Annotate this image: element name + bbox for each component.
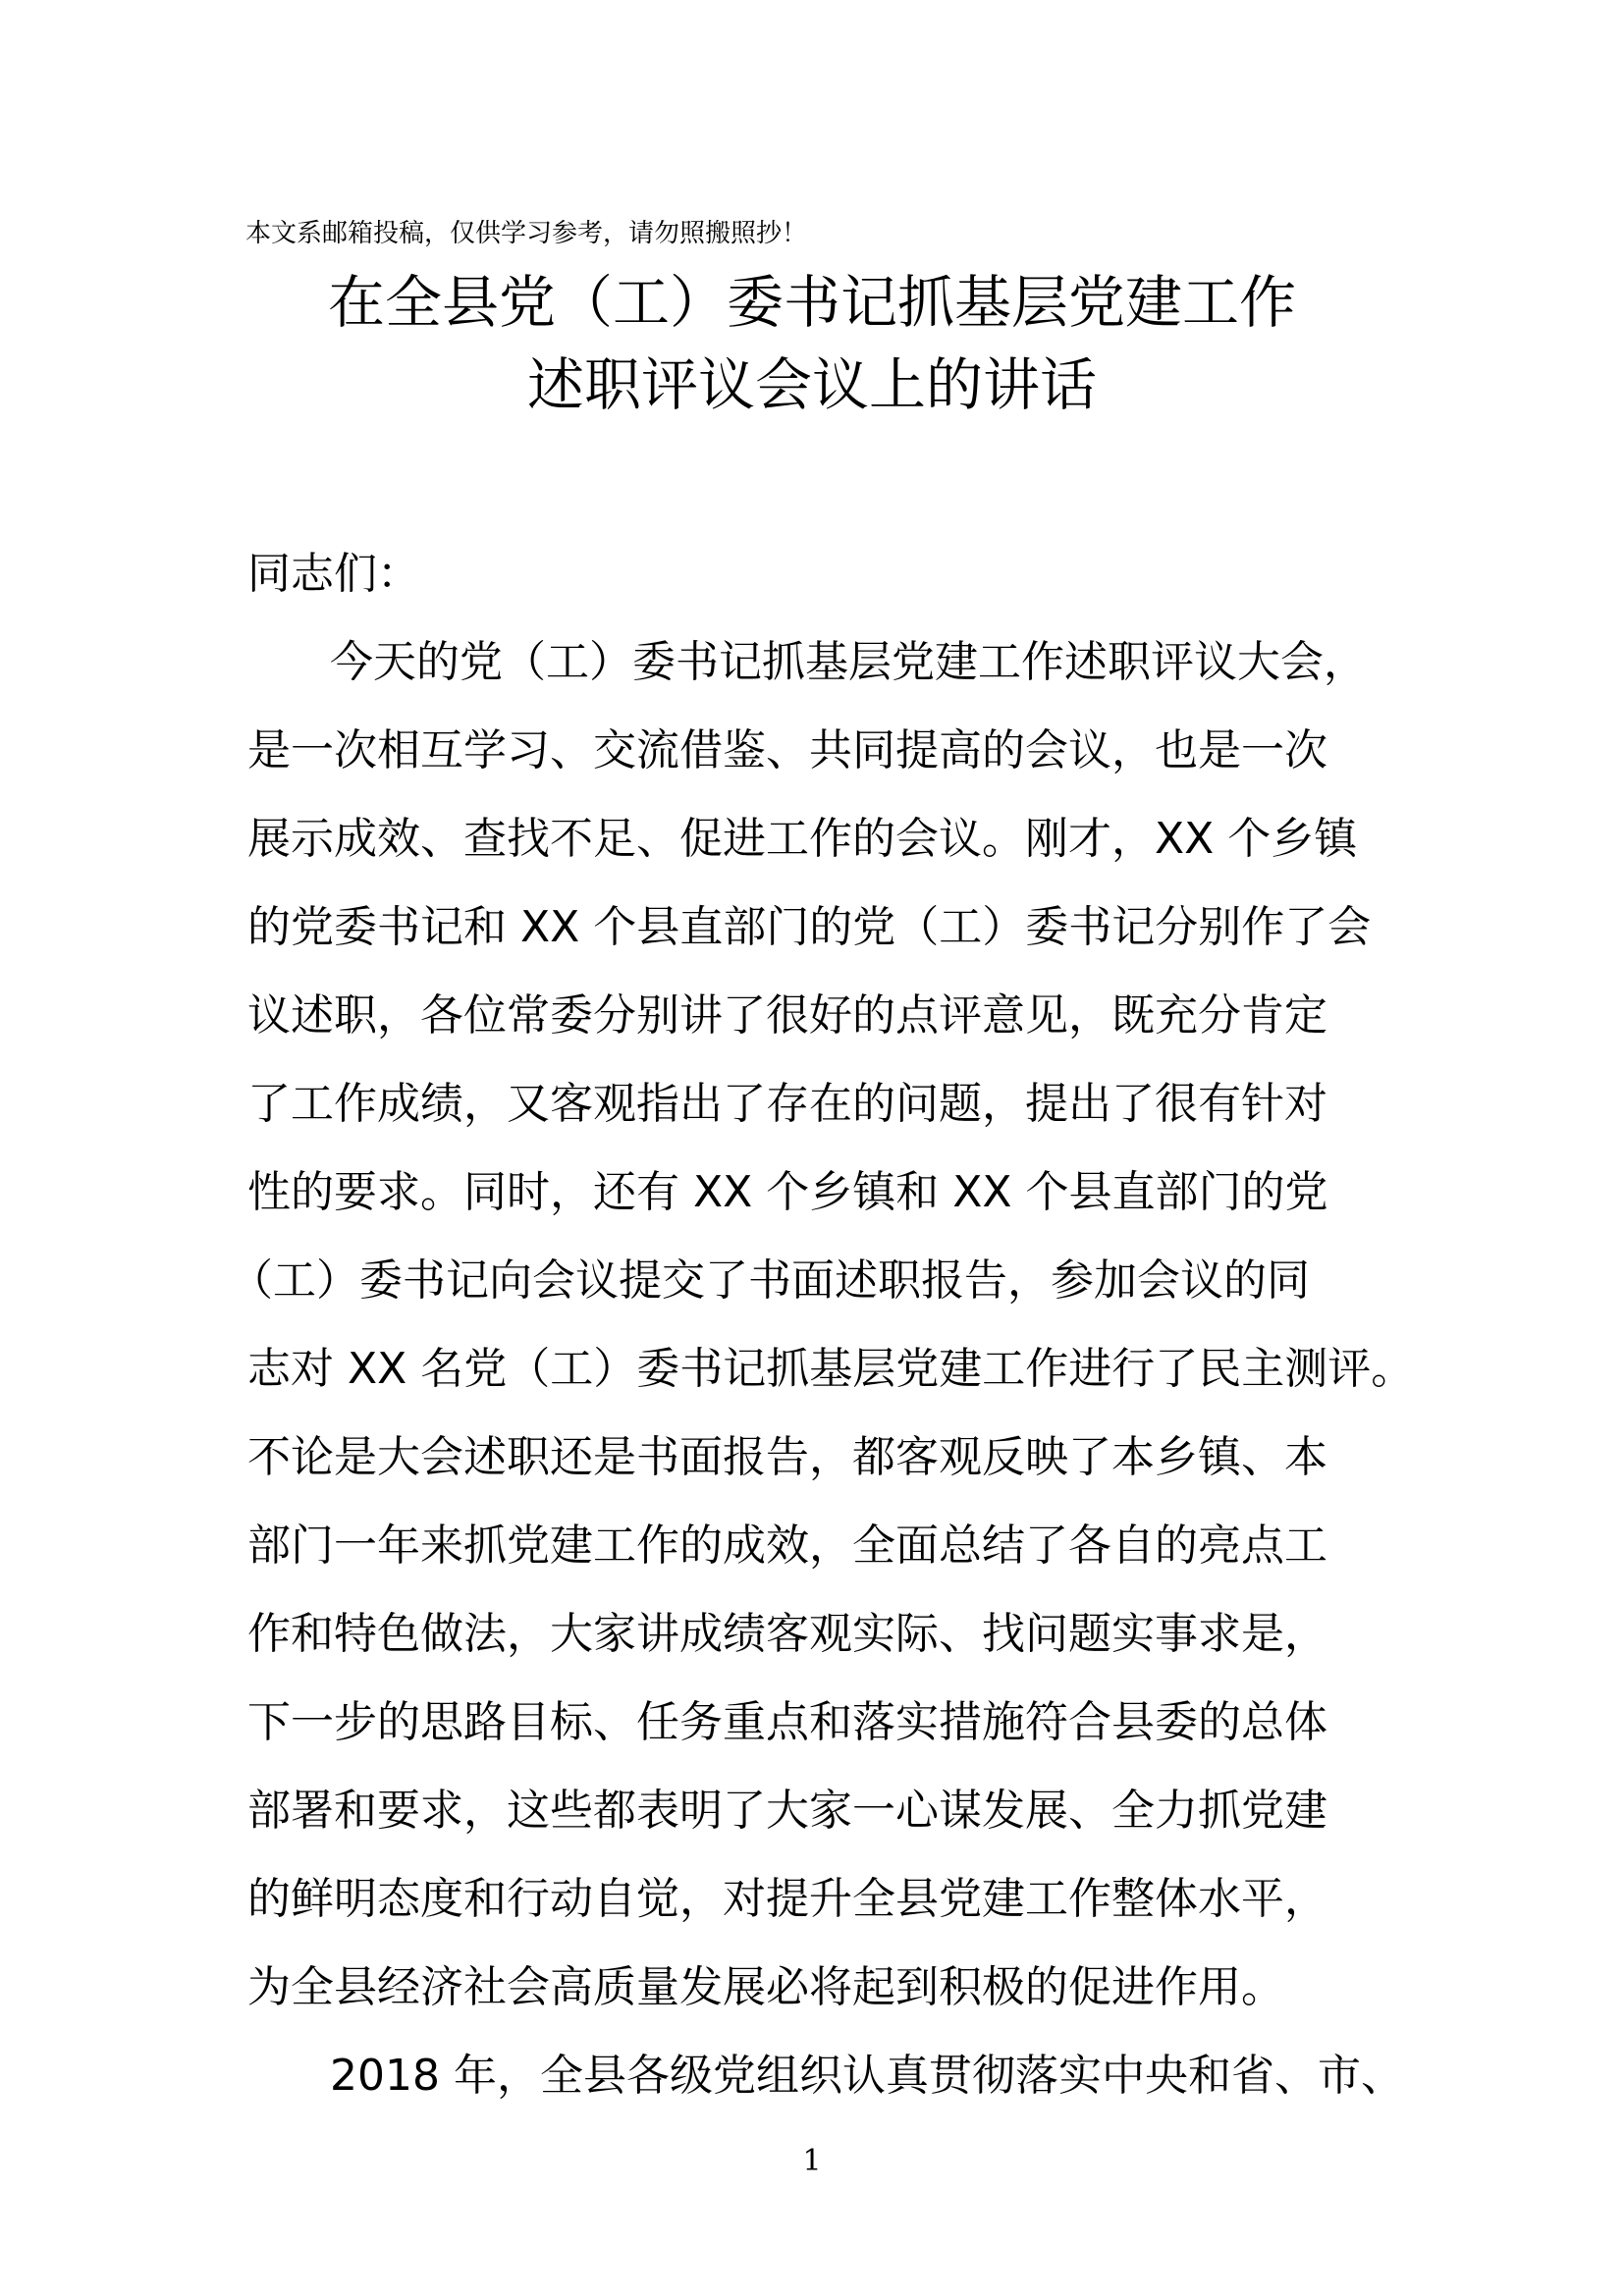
paragraph-line: 为全县经济社会高质量发展必将起到积极的促进作用。	[247, 1962, 1284, 2012]
paragraph-line: 部署和要求，这些都表明了大家一心谋发展、全力抓党建	[247, 1786, 1327, 1836]
paragraph-line: 下一步的思路目标、任务重点和落实措施符合县委的总体	[247, 1697, 1327, 1747]
paragraph-line: 2018 年，全县各级党组织认真贯彻落实中央和省、市、	[330, 2051, 1404, 2101]
paragraph-line: 志对 XX 名党（工）委书记抓基层党建工作进行了民主测评。	[247, 1344, 1415, 1394]
paragraph-line: 作和特色做法，大家讲成绩客观实际、找问题实事求是，	[247, 1609, 1327, 1659]
document-body	[230, 530, 1415, 2120]
salutation: 同志们：	[247, 549, 420, 599]
document-title-line-2: 述职评议会议上的讲话	[526, 351, 1097, 418]
paragraph-line: 今天的党（工）委书记抓基层党建工作述职评议大会，	[330, 637, 1367, 687]
paragraph-line: 的鲜明态度和行动自觉，对提升全县党建工作整体水平，	[247, 1874, 1327, 1924]
paragraph-line: 是一次相互学习、交流借鉴、共同提高的会议，也是一次	[247, 725, 1327, 775]
paragraph-line: 了工作成绩，又客观指出了存在的问题，提出了很有针对	[247, 1079, 1327, 1129]
paragraph-line: 部门一年来抓党建工作的成效，全面总结了各自的亮点工	[247, 1521, 1327, 1571]
paragraph-line: 议述职，各位常委分别讲了很好的点评意见，既充分肯定	[247, 990, 1327, 1041]
page-number: 1	[802, 2144, 822, 2178]
document-title-line-1: 在全县党（工）委书记抓基层党建工作	[327, 269, 1296, 336]
notice-text: 本文系邮箱投稿，仅供学习参考，请勿照搬照抄！	[245, 219, 808, 248]
paragraph-line: 性的要求。同时，还有 XX 个乡镇和 XX 个县直部门的党	[247, 1167, 1328, 1217]
paragraph-line: 的党委书记和 XX 个县直部门的党（工）委书记分别作了会	[247, 902, 1372, 952]
paragraph-line: （工）委书记向会议提交了书面述职报告，参加会议的同	[230, 1255, 1310, 1306]
paragraph-line: 展示成效、查找不足、促进工作的会议。刚才，XX 个乡镇	[247, 814, 1358, 864]
paragraph-line: 不论是大会述职还是书面报告，都客观反映了本乡镇、本	[247, 1432, 1327, 1482]
